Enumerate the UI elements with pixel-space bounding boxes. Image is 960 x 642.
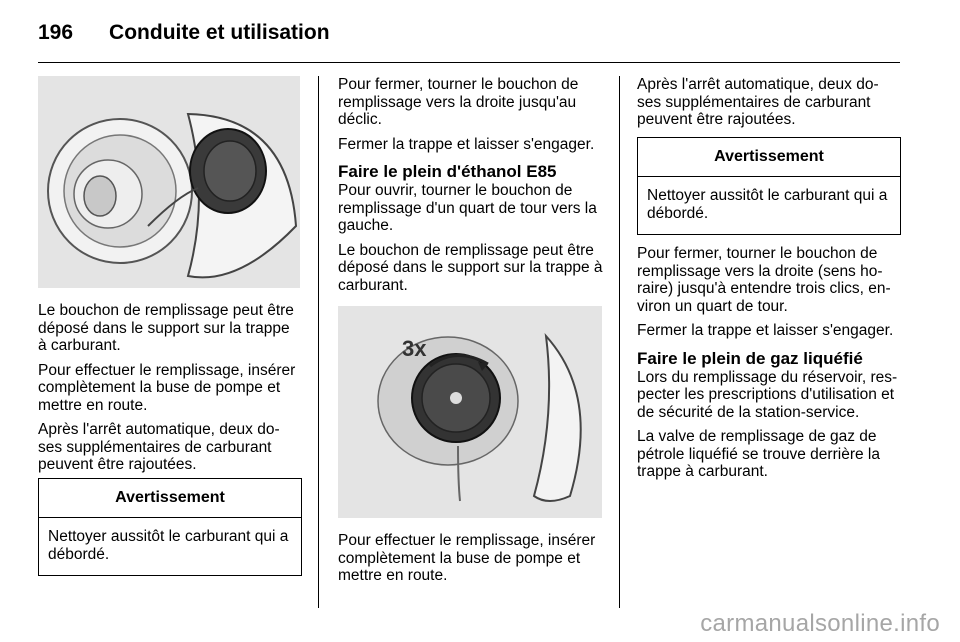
paragraph: Pour effectuer le remplissage, insérer complètement la buse de pompe et mettre en route. <box>338 532 596 584</box>
column-divider <box>318 76 319 608</box>
page-title: Conduite et utilisation <box>109 21 330 44</box>
e85-cap-figure <box>338 306 602 518</box>
paragraph: La valve de remplissage de gaz de pétrole liquéfié se trouve derrière la trappe à carburant. <box>637 428 880 480</box>
paragraph: Pour ouvrir, tourner le bouchon de remplissage d'un quart de tour vers la gauche. <box>338 182 597 234</box>
paragraph: Fermer la trappe et laisser s'engager. <box>637 322 894 339</box>
warning-title: Avertissement <box>638 138 900 178</box>
fuel-flap-open-figure <box>38 76 300 288</box>
page-header <box>38 18 330 48</box>
paragraph: Après l'arrêt automatique, deux do-ses supplémentaires de carburant peuvent être rajoutées. <box>38 421 280 473</box>
e85-filler-illustration <box>338 306 602 518</box>
warning-box <box>38 478 302 577</box>
section-heading: Faire le plein d'éthanol E85 <box>338 162 557 181</box>
paragraph: Après l'arrêt automatique, deux do-ses supplémentaires de carburant peuvent être rajoutées. <box>637 76 879 128</box>
paragraph: Pour effectuer le remplissage, insérer complètement la buse de pompe et mettre en route. <box>38 361 296 414</box>
column-1 <box>38 76 302 576</box>
paragraph: Pour fermer, tourner le bouchon de remplissage vers la droite (sens ho-raire) jusqu'à entendre trois clics, en-viron un quart de tour. <box>637 245 891 315</box>
fuel-filler-illustration <box>38 76 300 288</box>
paragraph: Lors du remplissage du réservoir, res-pecter les prescriptions d'utilisation et de sécurité de la station-service. <box>637 368 898 421</box>
watermark: carmanualsonline.info <box>700 610 940 637</box>
page-number: 196 <box>38 21 74 44</box>
paragraph: Le bouchon de remplissage peut être déposé dans le support sur la trappe à carburant. <box>38 302 294 354</box>
paragraph: Fermer la trappe et laisser s'engager. <box>338 135 595 153</box>
column-2 <box>338 76 604 592</box>
column-divider <box>619 76 620 608</box>
warning-box <box>637 137 901 236</box>
paragraph: Le bouchon de remplissage peut être déposé dans le support sur la trappe à carburant. <box>338 241 603 294</box>
column-3 <box>637 76 901 488</box>
warning-body: Nettoyer aussitôt le carburant qui a débordé. <box>647 187 888 222</box>
section-heading: Faire le plein de gaz liquéfié <box>637 348 863 368</box>
header-rule <box>38 62 900 63</box>
paragraph: Pour fermer, tourner le bouchon de remplissage vers la droite jusqu'au déclic. <box>338 76 579 128</box>
figure-label: 3x <box>402 336 427 361</box>
warning-title: Avertissement <box>39 479 301 519</box>
warning-body: Nettoyer aussitôt le carburant qui a débordé. <box>48 528 289 563</box>
